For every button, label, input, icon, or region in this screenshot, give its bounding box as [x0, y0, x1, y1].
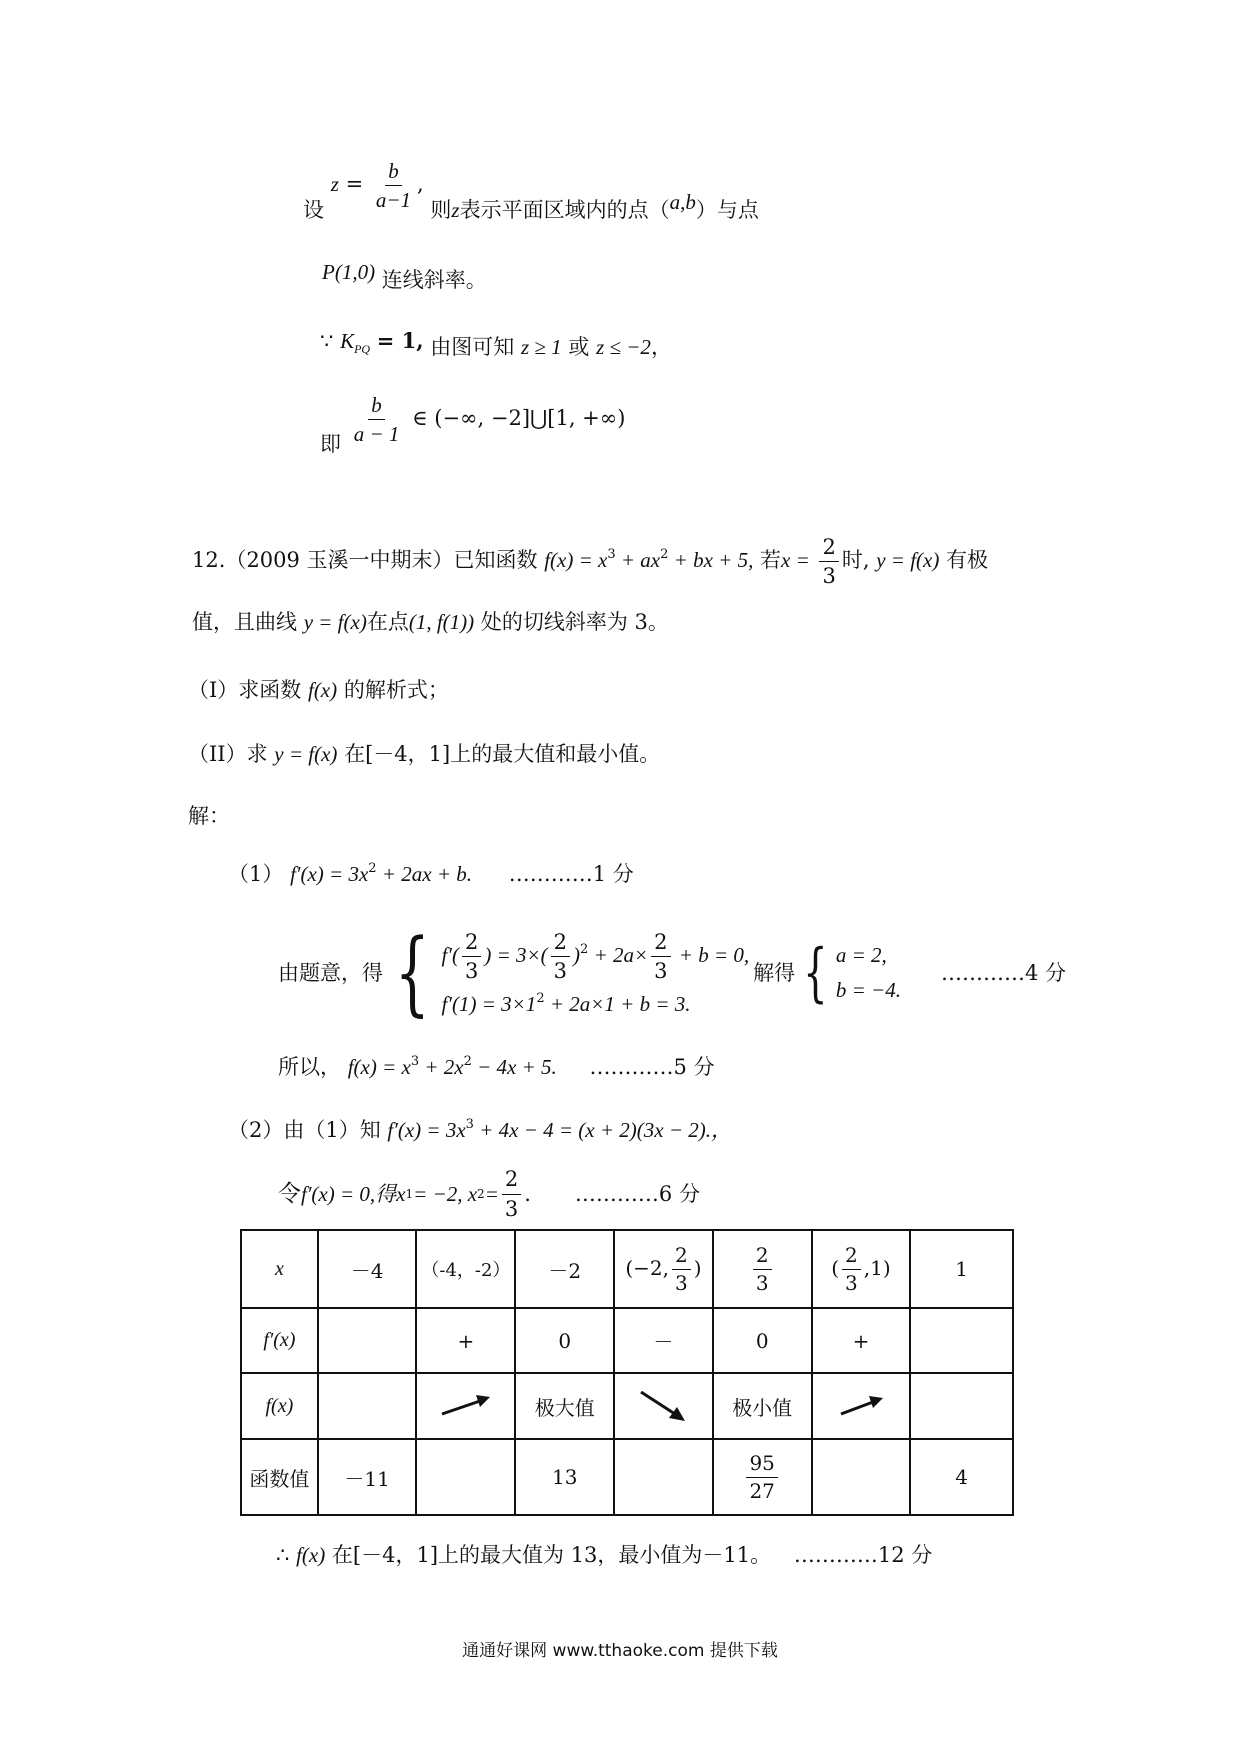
solution-step-3: 所以， $f(x) = x^3 + 2x^2 - 4x + 5$. …………5 分	[278, 1054, 715, 1079]
question-1: （I）求函数 f(x) 的解析式；	[188, 678, 449, 702]
question-2: （II）求 y = f(x) 在[－4，1]上的最大值和最小值。	[188, 742, 661, 766]
table-cell: (−2, $\frac{2}{3}$ )	[614, 1230, 713, 1308]
table-cell: ( $\frac{2}{3}$ ,1)	[812, 1230, 911, 1308]
fraction: $\frac{95}{27}$	[746, 1453, 777, 1502]
table-cell	[318, 1308, 417, 1373]
table-cell: 0	[515, 1308, 614, 1373]
solution-step-4: （2）由（1）知 $f'(x) = 3x^3 + 4x - 4 = (x + 2)(3x - 2)$.，	[228, 1117, 732, 1142]
table-cell	[614, 1373, 713, 1439]
table-cell: 1	[910, 1230, 1013, 1308]
table-cell	[713, 1230, 812, 1308]
conclusion: ∴ f(x) 在[－4，1]上的最大值为 13，最小值为－11。 …………12 分	[276, 1543, 933, 1567]
solution-values: a = 2, b = −4.	[835, 943, 901, 1002]
table-cell: 0	[713, 1308, 812, 1373]
table-cell: 13	[515, 1439, 614, 1515]
table-row	[241, 1308, 1013, 1373]
variation-table	[240, 1229, 1014, 1516]
increasing-arrow-icon	[438, 1392, 494, 1420]
decreasing-arrow-icon	[635, 1388, 691, 1424]
page-footer: 通通好课网 www.tthaoke.com 提供下载	[462, 1641, 778, 1661]
table-cell	[812, 1439, 911, 1515]
table-cell	[910, 1373, 1013, 1439]
equation-1: f′( $\frac{2}{3}$ ) = 3×( $\frac{2}{3}$ )$^2$ + 2a× $\frac{2}{3}$ + b = 0,	[441, 929, 750, 983]
fraction: $\frac{2}{3}$	[842, 1245, 861, 1294]
fraction: $\frac{2}{3}$	[462, 931, 481, 982]
fraction: $\frac{2}{3}$	[502, 1168, 521, 1219]
fraction: $\frac{2}{3}$	[753, 1245, 772, 1294]
problem-line-1: 12.（2009 玉溪一中期末）已知函数 $f(x) = x^3 + ax^2$ + bx + 5, 若x = $\frac{2}{3}$ 时, y = f(x) 有极	[192, 535, 989, 589]
intro-line-1: 设 z = $\frac{b}{a-1}$ , 则z表示平面区域内的点（a,b）与点	[303, 159, 759, 223]
problem-line-2: 值，且曲线 y = f(x)在点(1, f(1)) 处的切线斜率为 3。	[192, 610, 669, 634]
table-cell	[318, 1373, 417, 1439]
table-cell: f(x)	[241, 1373, 318, 1439]
table-cell	[713, 1439, 812, 1515]
table-cell: 极小值	[713, 1373, 812, 1439]
table-cell: －11	[318, 1439, 417, 1515]
fraction: $\frac{b}{a-1}$	[375, 159, 412, 213]
solution-step-2: 由题意，得 { f′( $\frac{2}{3}$ ) = 3×( $\frac{2}{3}$ )$^2$ + 2a× $\frac{2}{3}$ + b = 0, $f'(1) = 3\times 1^2 + 2a\times 1 + b = 3$. 解得 { a = 2, b = −4. …………4 分	[278, 919, 1066, 1026]
intro-line-3: ∵ $K_{PQ} = 1$, 由图可知 z ≥ 1 或 z ≤ −2，	[320, 328, 672, 359]
fraction: $\frac{2}{3}$	[551, 931, 570, 982]
table-cell	[812, 1373, 911, 1439]
table-cell: 函数值	[241, 1439, 318, 1515]
table-cell	[910, 1308, 1013, 1373]
table-row	[241, 1439, 1013, 1515]
fraction: $\frac{2}{3}$	[672, 1245, 691, 1294]
table-cell: 4	[910, 1439, 1013, 1515]
table-row	[241, 1373, 1013, 1439]
table-cell: +	[416, 1308, 515, 1373]
table-cell: x	[241, 1230, 318, 1308]
table-cell: 极大值	[515, 1373, 614, 1439]
fraction: $\frac{2}{3}$	[819, 536, 838, 587]
table-cell: f′(x)	[241, 1308, 318, 1373]
table-cell: －2	[515, 1230, 614, 1308]
solution-label: 解：	[188, 804, 230, 828]
table-cell: （-4，-2）	[416, 1230, 515, 1308]
table-cell	[416, 1373, 515, 1439]
fraction: $\frac{2}{3}$	[651, 931, 670, 982]
table-cell: －	[614, 1308, 713, 1373]
fraction: $\frac{b}{a - 1}$	[353, 393, 400, 447]
table-cell: －4	[318, 1230, 417, 1308]
increasing-arrow-icon	[833, 1392, 889, 1420]
solution-step-5: 令 f′(x) = 0,得x 1 = −2, x 2 = $\frac{2}{3}$ . …………6 分	[278, 1167, 700, 1221]
solution-step-1: （1） $f'(x) = 3x^2 + 2ax + b$. …………1 分	[228, 861, 634, 886]
table-cell	[614, 1439, 713, 1515]
table-cell	[416, 1439, 515, 1515]
table-row	[241, 1230, 1013, 1308]
equation-2: $f'(1) = 3\times 1^2 + 2a\times 1 + b = 3$.	[441, 991, 691, 1017]
intro-line-2: P(1,0) 连线斜率。	[322, 260, 487, 292]
equation-system	[442, 931, 750, 1015]
table-cell: +	[812, 1308, 911, 1373]
left-brace: {	[803, 936, 828, 1010]
intro-line-4: 即 $\frac{b}{a - 1}$ ∈ (−∞, −2]⋃[1, +∞)	[320, 393, 626, 457]
left-brace: {	[394, 919, 430, 1026]
